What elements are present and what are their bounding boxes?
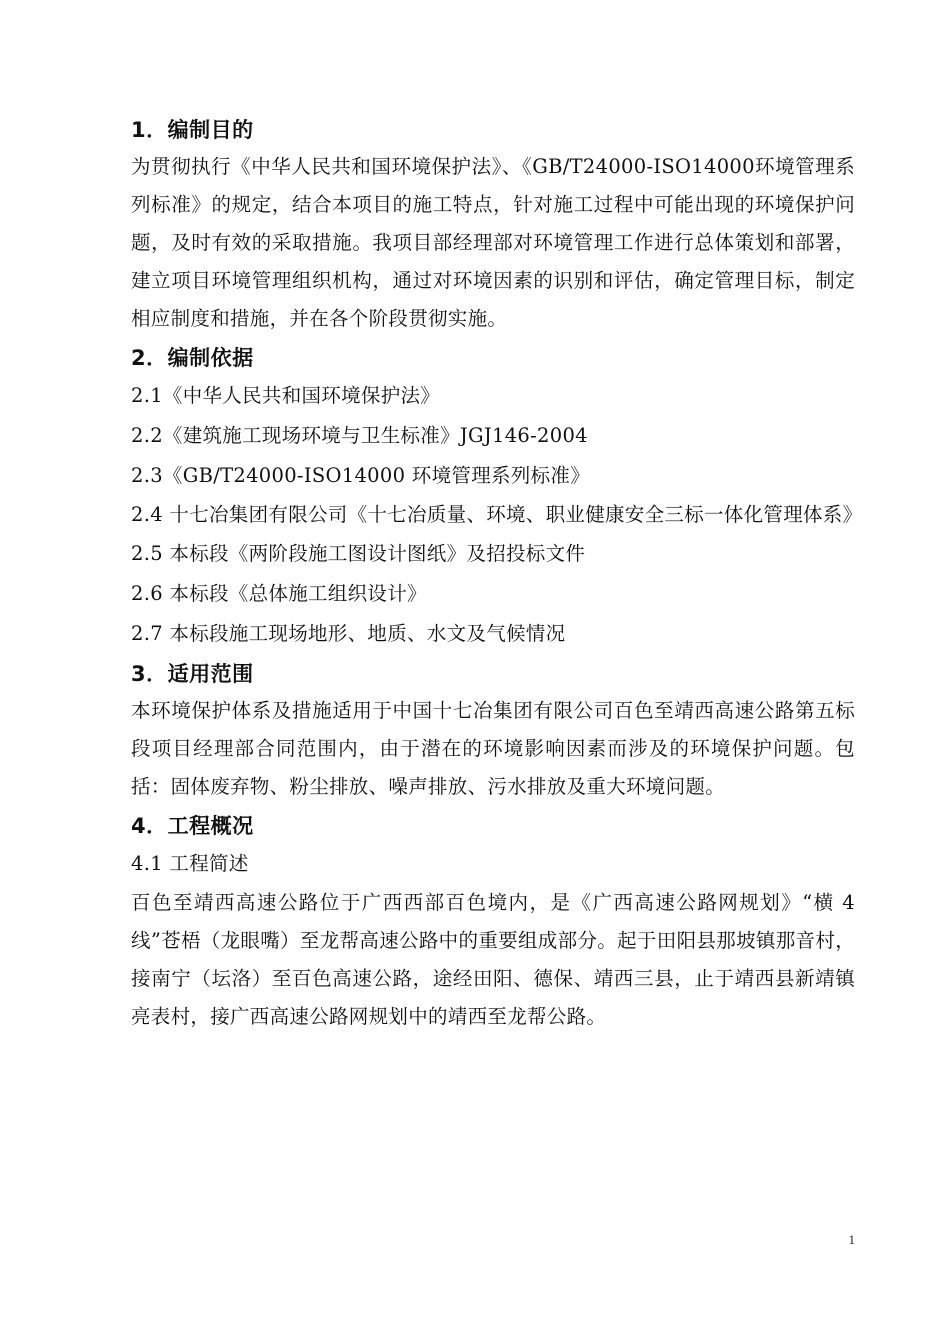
basis-item: 2.5 本标段《两阶段施工图设计图纸》及招投标文件 — [131, 542, 586, 565]
purpose-paragraph: 为贯彻执行《中华人民共和国环境保护法》、《GB/T24000-ISO14000环境管理系列标准》的规定，结合本项目的施工特点，针对施工过程中可能出现的环境保护问题，及时有效的采取措施。我项目部经理部对环境管理工作进行总体策划和部署，建立项目环境管理组织机构，通过对环境因素的识别和评估，确定管理目标，制定相应制度和措施，并在各个阶段贯彻实施。 — [131, 155, 855, 330]
basis-item: 2.4 十七冶集团有限公司《十七冶质量、环境、职业健康安全三标一体化管理体系》 — [131, 503, 863, 526]
basis-item: 2.7 本标段施工现场地形、地质、水文及气候情况 — [131, 622, 566, 645]
document-body — [131, 110, 863, 1036]
section-heading-overview: 4．工程概况 — [131, 814, 254, 838]
page-number: 1 — [848, 1232, 855, 1247]
scope-paragraph: 本环境保护体系及措施适用于中国十七冶集团有限公司百色至靖西高速公路第五标段项目经理部合同范围内，由于潜在的环境影响因素而涉及的环境保护问题。包括：固体废弃物、粉尘排放、噪声排放、污水排放及重大环境问题。 — [131, 699, 855, 798]
overview-paragraph: 百色至靖西高速公路位于广西西部百色境内，是《广西高速公路网规划》“横 4 线”苍梧（龙眼嘴）至龙帮高速公路中的重要组成部分。起于田阳县那坡镇那音村，接南宁（坛洛）至百色高速公路，途经田阳、德保、靖西三县，止于靖西县新靖镇亮表村，接广西高速公路网规划中的靖西至龙帮公路。 — [131, 891, 855, 1028]
basis-item: 2.3《GB/T24000-ISO14000 环境管理系列标准》 — [131, 464, 590, 487]
overview-subheading: 4.1 工程简述 — [131, 852, 249, 875]
basis-item: 2.2《建筑施工现场环境与卫生标准》JGJ146-2004 — [131, 424, 588, 447]
section-heading-basis: 2．编制依据 — [131, 346, 254, 370]
basis-item: 2.6 本标段《总体施工组织设计》 — [131, 582, 427, 605]
basis-item: 2.1《中华人民共和国环境保护法》 — [131, 384, 441, 407]
section-heading-purpose: 1．编制目的 — [131, 118, 254, 142]
section-heading-scope: 3．适用范围 — [131, 662, 254, 686]
